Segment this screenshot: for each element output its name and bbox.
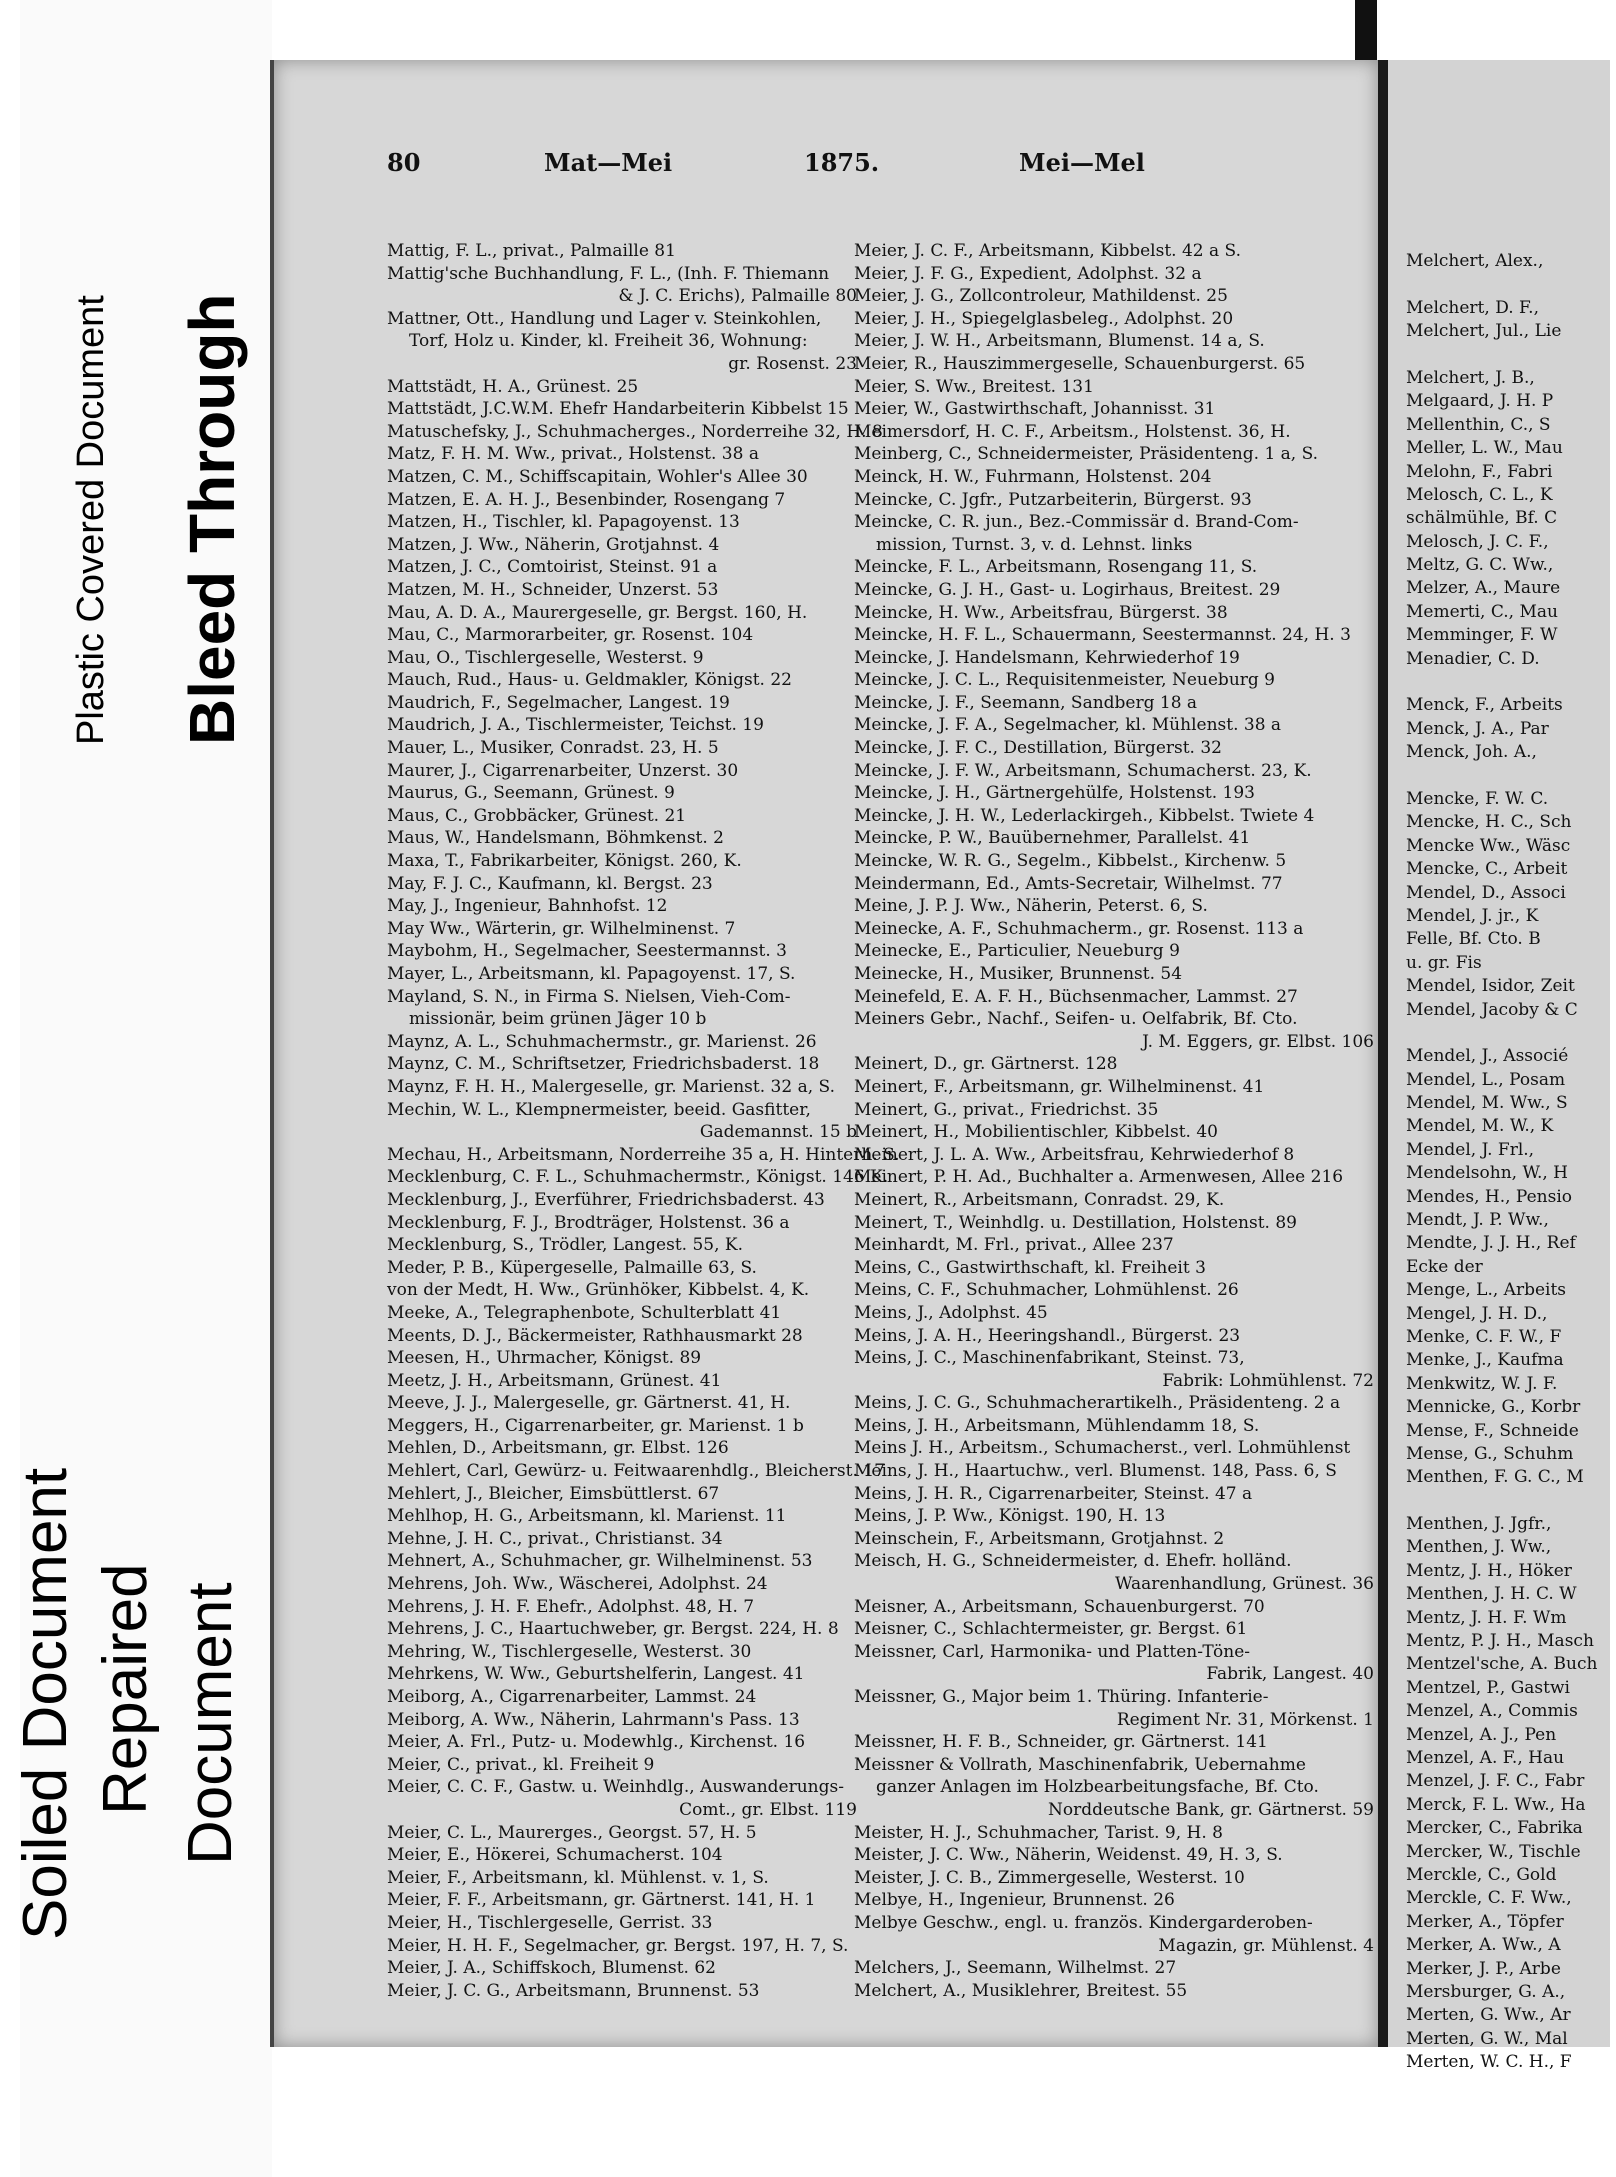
- directory-entry: von der Medt, H. Ww., Grünhöker, Kibbelst. 4, K.: [387, 1280, 810, 1301]
- directory-entry: Meinschein, F., Arbeitsmann, Grotjahnst. 2: [854, 1528, 1225, 1549]
- next-page-entry: Mersburger, G. A.,: [1406, 1981, 1566, 2002]
- directory-entry: Maus, C., Grobbäcker, Grünest. 21: [387, 805, 687, 826]
- directory-entry: Meier, H., Tischlergeselle, Gerrist. 33: [387, 1912, 713, 1933]
- directory-entry: Meier, J. C. G., Arbeitsmann, Brunnenst. 53: [387, 1980, 760, 2001]
- directory-entry: Maurus, G., Seemann, Grünest. 9: [387, 783, 675, 804]
- next-page-entry: Mendel, Isidor, Zeit: [1406, 976, 1575, 997]
- directory-entry: Mehlen, D., Arbeitsmann, gr. Elbst. 126: [387, 1438, 729, 1459]
- directory-entry: Meincke, J. H. W., Lederlackirgeh., Kibbelst. Twiete 4: [854, 805, 1315, 826]
- next-page-entry: Melchert, D. F.,: [1406, 297, 1539, 318]
- directory-entry: Matzen, C. M., Schiffscapitain, Wohler's Allee 30: [387, 466, 808, 487]
- right-range-heading: Mei—Mel: [1019, 148, 1145, 177]
- directory-entry: Mauch, Rud., Haus- u. Geldmakler, Königst. 22: [387, 670, 792, 691]
- directory-entry: Meimersdorf, H. C. F., Arbeitsm., Holstenst. 36, H.: [854, 421, 1291, 442]
- directory-entry: Meents, D. J., Bäckermeister, Rathhausmarkt 28: [387, 1325, 803, 1346]
- directory-entry: Meins, J. A. H., Heeringshandl., Bürgerst. 23: [854, 1325, 1241, 1346]
- directory-entry: Melchert, A., Musiklehrer, Breitest. 55: [854, 1980, 1188, 2001]
- next-page-entry: Merten, W. C. H., F: [1406, 2052, 1572, 2073]
- next-page-entry: Menke, C. F. W., F: [1406, 1326, 1562, 1347]
- directory-entry: Meinefeld, E. A. F. H., Büchsenmacher, Lammst. 27: [854, 986, 1298, 1007]
- directory-entry: Maudrich, J. A., Tischlermeister, Teichst. 19: [387, 715, 764, 736]
- directory-entry: Mehrens, Joh. Ww., Wäscherei, Adolphst. 24: [387, 1574, 768, 1595]
- directory-entry: May, J., Ingenieur, Bahnhofst. 12: [387, 896, 668, 917]
- directory-entry: Maynz, C. M., Schriftsetzer, Friedrichsbaderst. 18: [387, 1054, 820, 1075]
- plastic-covered-label: Plastic Covered Document: [70, 295, 112, 745]
- directory-entry: Matz, F. H. M. Ww., privat., Holstenst. 38 a: [387, 444, 759, 465]
- directory-entry: Mehrkens, W. Ww., Geburtshelferin, Langest. 41: [387, 1664, 805, 1685]
- next-page-entry: Mendel, M. Ww., S: [1406, 1093, 1568, 1114]
- directory-entry: Meier, J. G., Zollcontroleur, Mathildenst. 25: [854, 286, 1228, 307]
- directory-entry: Mehlhop, H. G., Arbeitsmann, kl. Marienst. 11: [387, 1506, 787, 1527]
- directory-entry: Melbye, H., Ingenieur, Brunnenst. 26: [854, 1890, 1175, 1911]
- next-page-entry: Melzer, A., Maure: [1406, 578, 1561, 599]
- next-page-entry: Melchert, Jul., Lie: [1406, 321, 1562, 342]
- directory-entry: Meisner, A., Arbeitsmann, Schauenburgerst. 70: [854, 1596, 1265, 1617]
- next-page-entry: Menzel, J. F. C., Fabr: [1406, 1771, 1585, 1792]
- directory-entry: Meinecke, A. F., Schuhmacherm., gr. Rosenst. 113 a: [854, 918, 1304, 939]
- directory-entry: Meins, J. P. Ww., Königst. 190, H. 13: [854, 1506, 1166, 1527]
- directory-entry: Meincke, C. Jgfr., Putzarbeiterin, Bürgerst. 93: [854, 489, 1252, 510]
- directory-entry: Mattig, F. L., privat., Palmaille 81: [387, 241, 676, 261]
- directory-entry: Gademannst. 15 b: [699, 1122, 857, 1143]
- directory-entry: Meincke, J. F., Seemann, Sandberg 18 a: [854, 692, 1198, 713]
- next-page-entry: Mense, G., Schuhm: [1406, 1443, 1574, 1464]
- next-page-entry: Melgaard, J. H. P: [1406, 391, 1554, 412]
- directory-entry: Matzen, J. C., Comtoirist, Steinst. 91 a: [387, 557, 718, 578]
- next-page-entry: Mentzel'sche, A. Buch: [1406, 1654, 1598, 1675]
- directory-entry: Meincke, J. Handelsmann, Kehrwiederhof 19: [854, 647, 1240, 668]
- directory-entry: Mehnert, A., Schuhmacher, gr. Wilhelminenst. 53: [387, 1551, 813, 1572]
- directory-entry: Meier, J. F. G., Expedient, Adolphst. 32 a: [854, 263, 1202, 284]
- directory-entry: Meggers, H., Cigarrenarbeiter, gr. Marienst. 1 b: [387, 1415, 804, 1436]
- directory-entry: Meissner, H. F. B., Schneider, gr. Gärtnerst. 141: [854, 1732, 1268, 1753]
- directory-entry: Mattstädt, J.C.W.M. Ehefr Handarbeiterin Kibbelst 15: [387, 399, 849, 420]
- directory-entry: Meinert, T., Weinhdlg. u. Destillation, Holstenst. 89: [854, 1212, 1297, 1233]
- directory-entry: Meier, A. Frl., Putz- u. Modewhlg., Kirchenst. 16: [387, 1732, 806, 1753]
- directory-entry: Maudrich, F., Segelmacher, Langest. 19: [387, 692, 730, 713]
- directory-entry: Meincke, H. F. L., Schauermann, Seestermannst. 24, H. 3: [854, 625, 1351, 646]
- directory-entry: Meier, J. C. F., Arbeitsmann, Kibbelst. 42 a S.: [854, 241, 1241, 261]
- directory-entry: Meeke, A., Telegraphenbote, Schulterblatt 41: [387, 1302, 782, 1323]
- directory-entry: Meins, J. H., Haartuchw., verl. Blumenst. 148, Pass. 6, S: [854, 1461, 1337, 1482]
- directory-entry: Meincke, W. R. G., Segelm., Kibbelst., Kirchenw. 5: [854, 851, 1287, 872]
- next-page-edge: [1378, 60, 1610, 2073]
- next-page-entry: Merten, G. W., Mal: [1406, 2028, 1568, 2049]
- directory-entry: Meins, C., Gastwirthschaft, kl. Freiheit 3: [854, 1257, 1206, 1278]
- next-page-entry: Menkwitz, W. J. F.: [1406, 1373, 1558, 1394]
- directory-entry: Meeve, J. J., Malergeselle, gr. Gärtnerst. 41, H.: [387, 1393, 791, 1414]
- directory-entry: Meier, H. H. F., Segelmacher, gr. Bergst. 197, H. 7, S.: [387, 1935, 849, 1956]
- next-page-entry: Menzel, A., Commis: [1406, 1701, 1578, 1722]
- next-page-entry: Mendel, J. Frl.,: [1406, 1139, 1535, 1160]
- left-range-heading: Mat—Mei: [544, 148, 673, 177]
- directory-entry: Mattig'sche Buchhandlung, F. L., (Inh. F. Thiemann: [387, 263, 830, 284]
- next-page-entry: Melosch, J. C. F.,: [1406, 531, 1549, 552]
- directory-entry: Meister, H. J., Schuhmacher, Tarist. 9, H. 8: [854, 1822, 1223, 1843]
- directory-entry: Meinecke, H., Musiker, Brunnenst. 54: [854, 964, 1183, 984]
- directory-entry: Melbye Geschw., engl. u. französ. Kindergarderoben-: [854, 1912, 1313, 1933]
- directory-entry: Meincke, P. W., Bauübernehmer, Parallelst. 41: [854, 828, 1251, 849]
- directory-entry: gr. Rosenst. 23: [728, 353, 857, 374]
- next-page-entry: Merck, F. L. Ww., Ha: [1406, 1794, 1586, 1815]
- next-page-entry: Melohn, F., Fabri: [1406, 461, 1553, 482]
- directory-entry: Mauer, L., Musiker, Conradst. 23, H. 5: [387, 738, 719, 759]
- repaired-label: Repaired: [91, 1563, 160, 1815]
- next-page-entry: Menge, L., Arbeits: [1406, 1280, 1567, 1301]
- directory-entry: Mau, A. D. A., Maurergeselle, gr. Bergst. 160, H.: [387, 602, 808, 623]
- next-page-entry: Merker, A., Töpfer: [1406, 1911, 1564, 1932]
- next-page-entry: Mentz, P. J. H., Masch: [1406, 1631, 1594, 1652]
- directory-entry: Meier, C. L., Maurerges., Georgst. 57, H. 5: [387, 1822, 757, 1843]
- next-page-entry: Mercker, W., Tischle: [1406, 1841, 1581, 1862]
- directory-entry: Meins, J. H. R., Cigarrenarbeiter, Steinst. 47 a: [854, 1483, 1253, 1504]
- directory-entry: Melchers, J., Seemann, Wilhelmst. 27: [854, 1958, 1177, 1979]
- directory-entry: Meincke, J. F. C., Destillation, Bürgerst. 32: [854, 738, 1222, 759]
- next-page-entry: Memerti, C., Mau: [1406, 601, 1558, 622]
- directory-entry: Mecklenburg, J., Everführer, Friedrichsbaderst. 43: [387, 1189, 825, 1210]
- directory-entry: J. M. Eggers, gr. Elbst. 106: [1142, 1031, 1374, 1052]
- next-page-entry: [1406, 765, 1616, 788]
- directory-entry: Maynz, F. H. H., Malergeselle, gr. Marienst. 32 a, S.: [387, 1076, 835, 1097]
- next-page-entry: Mense, F., Schneide: [1406, 1420, 1579, 1441]
- next-page-entry: Mendel, M. W., K: [1406, 1116, 1554, 1137]
- directory-entry: Maynz, A. L., Schuhmachermstr., gr. Marienst. 26: [387, 1031, 817, 1052]
- directory-entry: Mecklenburg, S., Trödler, Langest. 55, K.: [387, 1235, 744, 1256]
- directory-entry: Mau, O., Tischlergeselle, Westerst. 9: [387, 647, 704, 668]
- next-page-entry: Mendel, J., Associé: [1406, 1046, 1569, 1067]
- directory-entry: Meincke, J. C. L., Requisitenmeister, Neueburg 9: [854, 670, 1275, 691]
- directory-entry: Meinecke, E., Particulier, Neueburg 9: [854, 941, 1180, 962]
- next-page-entry: Mendel, J. jr., K: [1406, 905, 1539, 926]
- next-page-entry: Merten, G. Ww., Ar: [1406, 2005, 1571, 2026]
- next-page-entry: [1406, 1490, 1616, 1513]
- directory-entry: missionär, beim grünen Jäger 10 b: [409, 1009, 707, 1030]
- directory-entry: Maybohm, H., Segelmacher, Seestermannst. 3: [387, 941, 787, 962]
- directory-entry: Meincke, F. L., Arbeitsmann, Rosengang 11, S.: [854, 557, 1258, 578]
- directory-entry: Meins, J. C. G., Schuhmacherartikelh., Präsidenteng. 2 a: [854, 1393, 1341, 1414]
- next-page-entry: schälmühle, Bf. C: [1406, 508, 1558, 529]
- directory-entry: Mau, C., Marmorarbeiter, gr. Rosenst. 104: [387, 625, 754, 646]
- directory-entry: Meier, F. F., Arbeitsmann, gr. Gärtnerst. 141, H. 1: [387, 1890, 816, 1911]
- directory-entry: Meier, C., privat., kl. Freiheit 9: [387, 1754, 655, 1775]
- soiled-document-label: Soiled Document: [11, 1467, 80, 1940]
- directory-entry: Meier, J. W. H., Arbeitsmann, Blumenst. 14 a, S.: [854, 331, 1265, 352]
- directory-entry: Mecklenburg, F. J., Brodträger, Holstenst. 36 a: [387, 1212, 790, 1233]
- directory-entry: mission, Turnst. 3, v. d. Lehnst. links: [876, 534, 1193, 555]
- bleed-through-label: Bleed Through: [176, 293, 248, 745]
- directory-entry: Meisner, C., Schlachtermeister, gr. Bergst. 61: [854, 1619, 1248, 1640]
- directory-entry: May, F. J. C., Kaufmann, kl. Bergst. 23: [387, 873, 713, 894]
- directory-entry: Mattstädt, H. A., Grünest. 25: [387, 376, 639, 397]
- next-page-entry: Mendte, J. J. H., Ref: [1406, 1233, 1576, 1254]
- directory-entry: Meinberg, C., Schneidermeister, Präsidenteng. 1 a, S.: [854, 444, 1319, 465]
- next-page-entry: Menzel, A. F., Hau: [1406, 1748, 1565, 1768]
- next-page-entry: Menck, Joh. A.,: [1406, 742, 1537, 763]
- next-page-entry: Felle, Bf. Cto. B: [1406, 929, 1541, 950]
- next-page-entry: Menthen, J. H. C. W: [1406, 1584, 1577, 1605]
- next-page-entry: Menadier, C. D.: [1406, 648, 1540, 669]
- directory-entry: Mehne, J. H. C., privat., Christianst. 34: [387, 1528, 723, 1549]
- directory-entry: Fabrik, Langest. 40: [1206, 1664, 1374, 1685]
- next-page-entry: Ecke der: [1406, 1256, 1483, 1277]
- next-page-entry: Mentzel, P., Gastwi: [1406, 1677, 1570, 1698]
- directory-entry: Meister, J. C. Ww., Näherin, Weidenst. 49, H. 3, S.: [854, 1845, 1283, 1866]
- directory-entry: Mattner, Ott., Handlung und Lager v. Steinkohlen,: [387, 308, 822, 329]
- directory-entry: Mecklenburg, C. F. L., Schuhmachermstr., Königst. 146 K.: [387, 1167, 889, 1188]
- next-page-entry: Menthen, J. Ww.,: [1406, 1537, 1552, 1558]
- next-page-entry: Menck, J. A., Par: [1406, 718, 1549, 739]
- page-number: 80: [387, 148, 421, 177]
- year-heading: 1875.: [804, 148, 880, 177]
- directory-entry: Matuschefsky, J., Schuhmacherges., Norderreihe 32, H. 8: [387, 421, 883, 442]
- directory-entry: Regiment Nr. 31, Mörkenst. 1: [1116, 1709, 1374, 1730]
- directory-entry: Meinert, J. L. A. Ww., Arbeitsfrau, Kehrwiederhof 8: [854, 1144, 1295, 1165]
- directory-entry: Meinert, R., Arbeitsmann, Conradst. 29, K.: [854, 1189, 1225, 1210]
- directory-entry: Matzen, J. Ww., Näherin, Grotjahnst. 4: [387, 534, 720, 555]
- next-page-entry: Merckle, C., Gold: [1406, 1864, 1557, 1885]
- directory-entry: Meinert, G., privat., Friedrichst. 35: [854, 1099, 1159, 1120]
- next-page-entry: Mellenthin, C., S: [1406, 414, 1551, 435]
- directory-entry: Maurer, J., Cigarrenarbeiter, Unzerst. 30: [387, 760, 739, 781]
- next-page-entry: Mentz, J. H., Höker: [1406, 1560, 1572, 1581]
- directory-entry: Meincke, J. F. A., Segelmacher, kl. Mühlenst. 38 a: [854, 715, 1282, 736]
- directory-entry: Meesen, H., Uhrmacher, Königst. 89: [387, 1348, 702, 1369]
- directory-entry: Meins, J., Adolphst. 45: [854, 1302, 1048, 1323]
- next-page-entry: u. gr. Fis: [1406, 952, 1482, 973]
- directory-entry: Mehlert, J., Bleicher, Eimsbüttlerst. 67: [387, 1483, 720, 1504]
- directory-entry: Comt., gr. Elbst. 119: [679, 1799, 857, 1820]
- next-page-entry: Mendel, Jacoby & C: [1406, 999, 1578, 1020]
- directory-entry: Meissner, Carl, Harmonika- und Platten-Töne-: [854, 1641, 1251, 1662]
- directory-entry: Meine, J. P. J. Ww., Näherin, Peterst. 6, S.: [854, 896, 1208, 917]
- directory-entry: Meincke, C. R. jun., Bez.-Commissär d. Brand-Com-: [854, 512, 1299, 533]
- directory-entry: Norddeutsche Bank, gr. Gärtnerst. 59: [1048, 1799, 1374, 1820]
- next-page-entry: Mencke, H. C., Sch: [1406, 812, 1572, 833]
- next-page-entry: Mentz, J. H. F. Wm: [1406, 1607, 1567, 1628]
- next-page-entry: Mennicke, G., Korbr: [1406, 1397, 1581, 1418]
- directory-entry: Meiborg, A. Ww., Näherin, Lahrmann's Pass. 13: [387, 1709, 800, 1730]
- directory-entry: Fabrik: Lohmühlenst. 72: [1162, 1370, 1374, 1391]
- next-page-entry: Mendel, D., Associ: [1406, 882, 1566, 903]
- next-page-entry: Melchert, J. B.,: [1406, 367, 1535, 388]
- next-page-entry: Menck, F., Arbeits: [1406, 695, 1563, 716]
- directory-entry: Meins, C. F., Schuhmacher, Lohmühlenst. 26: [854, 1280, 1239, 1301]
- directory-entry: & J. C. Erichs), Palmaille 80: [618, 286, 857, 307]
- directory-entry: Maus, W., Handelsmann, Böhmkenst. 2: [387, 828, 724, 849]
- next-page-entry: Mendel, L., Posam: [1406, 1069, 1566, 1090]
- right-column: [854, 240, 1374, 2002]
- next-page-entry: Menzel, A. J., Pen: [1406, 1724, 1557, 1745]
- next-page-entry: Mendelsohn, W., H: [1406, 1163, 1568, 1184]
- directory-entry: ganzer Anlagen im Holzbearbeitungsfache, Bf. Cto.: [876, 1777, 1319, 1798]
- directory-entry: Mechin, W. L., Klempnermeister, beeid. Gasfitter,: [387, 1099, 811, 1120]
- directory-entry: Meier, F., Arbeitsmann, kl. Mühlenst. v. 1, S.: [387, 1867, 769, 1888]
- directory-entry: Magazin, gr. Mühlenst. 4: [1158, 1935, 1374, 1956]
- directory-entry: Meindermann, Ed., Amts-Secretair, Wilhelmst. 77: [854, 873, 1283, 894]
- directory-entry: Meins J. H., Arbeitsm., Schumacherst., verl. Lohmühlenst: [854, 1438, 1351, 1459]
- directory-entry: Mehrens, J. C., Haartuchweber, gr. Bergst. 224, H. 8: [387, 1619, 839, 1640]
- directory-entry: Mayer, L., Arbeitsmann, kl. Papagoyenst. 17, S.: [387, 964, 796, 984]
- next-page-entry: Mendt, J. P. Ww.,: [1406, 1210, 1549, 1231]
- next-page-entry: Mendes, H., Pensio: [1406, 1186, 1573, 1207]
- directory-entry: Meincke, J. F. W., Arbeitsmann, Schumacherst. 23, K.: [854, 760, 1312, 781]
- directory-entry: May Ww., Wärterin, gr. Wilhelminenst. 7: [387, 918, 736, 939]
- directory-entry: Meier, J. H., Spiegelglasbeleg., Adolphst. 20: [854, 308, 1234, 329]
- directory-entry: Meinert, H., Mobilientischler, Kibbelst. 40: [854, 1122, 1218, 1143]
- next-page-entry: [1406, 1022, 1616, 1045]
- directory-entry: Meincke, G. J. H., Gast- u. Logirhaus, Breitest. 29: [854, 579, 1281, 600]
- next-page-entry: Merckle, C. F. Ww.,: [1406, 1888, 1572, 1909]
- directory-entry: Meier, S. Ww., Breitest. 131: [854, 376, 1094, 397]
- directory-entry: Mayland, S. N., in Firma S. Nielsen, Vieh-Com-: [387, 986, 791, 1007]
- next-page-entry: [1406, 344, 1616, 367]
- directory-entry: Meinck, H. W., Fuhrmann, Holstenst. 204: [854, 466, 1212, 487]
- directory-entry: Mehrens, J. H. F. Ehefr., Adolphst. 48, H. 7: [387, 1596, 755, 1617]
- directory-entry: Meier, J. A., Schiffskoch, Blumenst. 62: [387, 1958, 716, 1979]
- next-page-entry: Melchert, Alex.,: [1406, 251, 1544, 271]
- directory-entry: Matzen, E. A. H. J., Besenbinder, Rosengang 7: [387, 489, 786, 510]
- next-page-entry: Meller, L. W., Mau: [1406, 438, 1563, 459]
- directory-entry: Meier, W., Gastwirthschaft, Johannisst. 31: [854, 399, 1216, 420]
- directory-entry: Matzen, H., Tischler, kl. Papagoyenst. 13: [387, 512, 740, 533]
- page-header: [274, 148, 1378, 188]
- directory-entry: Meins, J. C., Maschinenfabrikant, Steinst. 73,: [854, 1348, 1245, 1369]
- directory-entry: Meetz, J. H., Arbeitsmann, Grünest. 41: [387, 1370, 722, 1391]
- directory-entry: Meister, J. C. B., Zimmergeselle, Westerst. 10: [854, 1867, 1245, 1888]
- directory-entry: Maxa, T., Fabrikarbeiter, Königst. 260, K.: [387, 851, 742, 872]
- directory-entry: Matzen, M. H., Schneider, Unzerst. 53: [387, 579, 719, 600]
- next-page-entry: Mencke, C., Arbeit: [1406, 859, 1568, 880]
- directory-entry: Meinert, F., Arbeitsmann, gr. Wilhelminenst. 41: [854, 1076, 1265, 1097]
- document-label: Document: [176, 1582, 245, 1865]
- directory-entry: Meins, J. H., Arbeitsmann, Mühlendamm 18, S.: [854, 1415, 1260, 1436]
- directory-entry: Meier, C. C. F., Gastw. u. Weinhdlg., Auswanderungs-: [387, 1777, 844, 1798]
- next-page-entry: Mengel, J. H. D.,: [1406, 1303, 1548, 1324]
- directory-entry: Meinert, P. H. Ad., Buchhalter a. Armenwesen, Allee 216: [854, 1167, 1344, 1188]
- left-column: [387, 240, 900, 2002]
- next-page-entry: Merker, J. P., Arbe: [1406, 1958, 1561, 1979]
- next-page-entry: Melosch, C. L., K: [1406, 484, 1553, 505]
- directory-entry: Meinhardt, M. Frl., privat., Allee 237: [854, 1235, 1174, 1256]
- directory-entry: Meiborg, A., Cigarrenarbeiter, Lammst. 24: [387, 1687, 757, 1707]
- next-page-entry: Merker, A. Ww., A: [1406, 1935, 1561, 1956]
- directory-entry: Meier, E., Höкerei, Schumacherst. 104: [387, 1845, 723, 1866]
- directory-entry: Mechau, H., Arbeitsmann, Norderreihe 35 a, H. Hinterh. S.: [387, 1144, 900, 1165]
- next-page-entry: Meltz, G. C. Ww.,: [1406, 555, 1554, 576]
- next-page-entry: Mencke, F. W. C.: [1406, 788, 1549, 809]
- directory-entry: Meier, R., Hauszimmergeselle, Schauenburgerst. 65: [854, 353, 1306, 374]
- directory-entry: Mehlert, Carl, Gewürz- u. Feitwaarenhdlg., Bleicherst. 17: [387, 1461, 885, 1482]
- directory-entry: Meissner, G., Major beim 1. Thüring. Infanterie-: [854, 1687, 1269, 1707]
- next-page-entry: [1406, 273, 1616, 296]
- next-page-entry: Memminger, F. W: [1406, 625, 1558, 646]
- next-page-entry: Menthen, F. G. C., M: [1406, 1467, 1584, 1488]
- directory-entry: Waarenhandlung, Grünest. 36: [1114, 1574, 1374, 1595]
- directory-entry: Meinert, D., gr. Gärtnerst. 128: [854, 1054, 1118, 1075]
- directory-entry: Meiners Gebr., Nachf., Seifen- u. Oelfabrik, Bf. Cto.: [854, 1009, 1298, 1030]
- directory-entry: Meisch, H. G., Schneidermeister, d. Ehefr. holländ.: [854, 1551, 1292, 1572]
- next-page-entry: Mencke Ww., Wäsc: [1406, 835, 1571, 856]
- directory-entry: Mehring, W., Tischlergeselle, Westerst. 30: [387, 1641, 752, 1662]
- next-page-entry: Menke, J., Kaufma: [1406, 1350, 1564, 1371]
- directory-entry: Meincke, J. H., Gärtnergehülfe, Holstenst. 193: [854, 783, 1256, 804]
- directory-entry: Torf, Holz u. Kinder, kl. Freiheit 36, Wohnung:: [409, 331, 808, 352]
- next-page-entry: Menthen, J. Jgfr.,: [1406, 1514, 1552, 1535]
- next-page-column: [1406, 250, 1616, 2074]
- directory-entry: Meincke, H. Ww., Arbeitsfrau, Bürgerst. 38: [854, 602, 1228, 623]
- directory-entry: Meder, P. B., Küpergeselle, Palmaille 63, S.: [387, 1257, 757, 1278]
- directory-entry: Meissner & Vollrath, Maschinenfabrik, Uebernahme: [854, 1754, 1306, 1775]
- next-page-entry: [1406, 671, 1616, 694]
- next-page-entry: Mercker, C., Fabrika: [1406, 1818, 1583, 1839]
- directory-page: [270, 60, 1378, 2047]
